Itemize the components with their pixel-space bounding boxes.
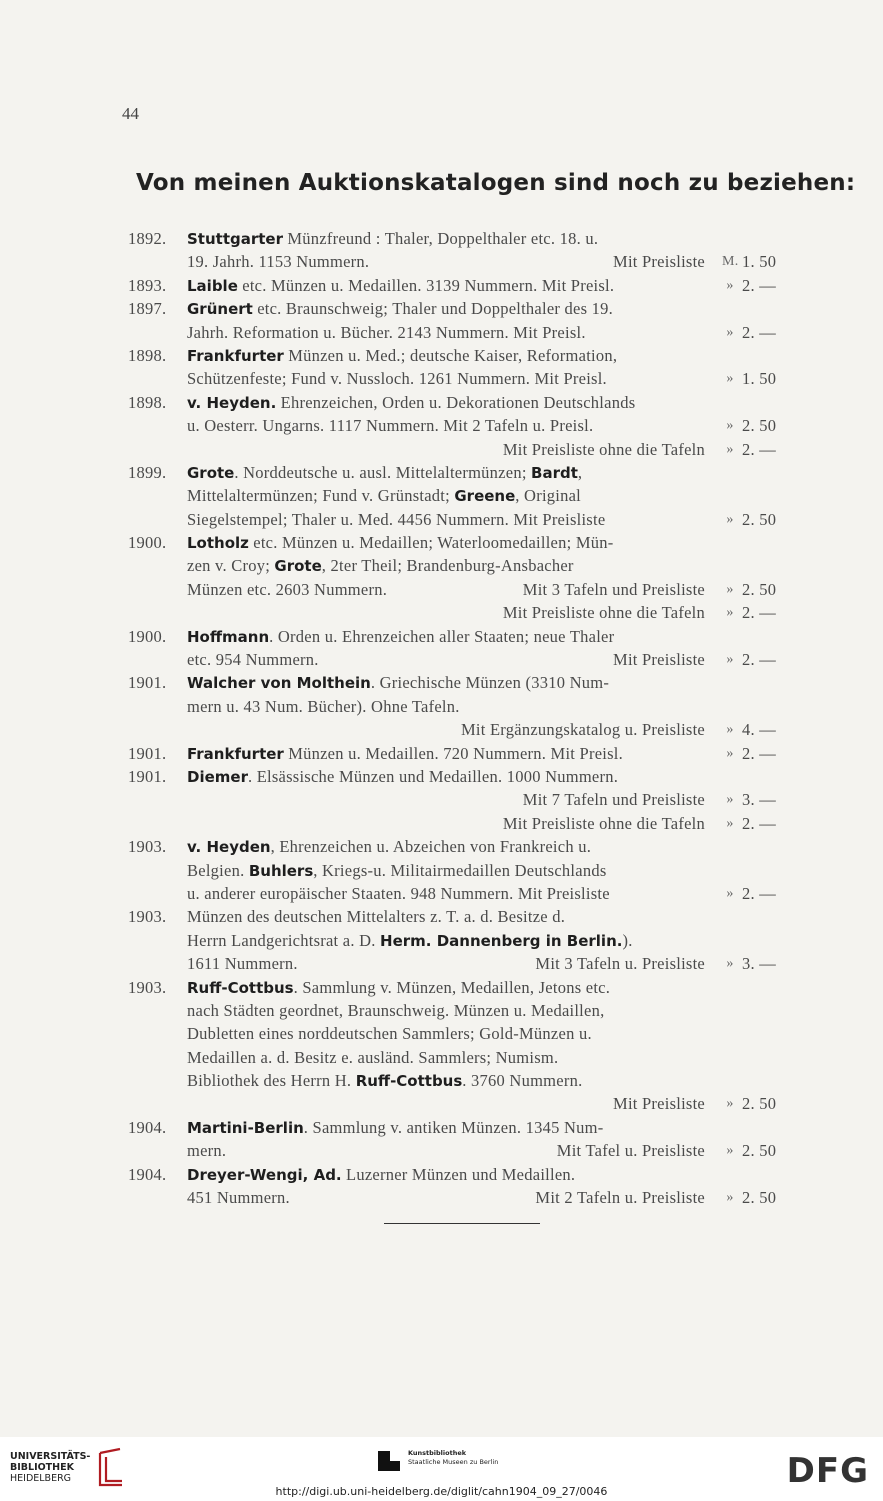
ub-line-3: HEIDELBERG [10, 1473, 72, 1484]
entry-text-segment: Mittelaltermünzen; Fund v. Grünstadt; [187, 486, 455, 506]
price-currency-mark: » [726, 371, 734, 387]
entry-text [187, 508, 705, 531]
entry-text [187, 648, 705, 671]
page-number: 44 [122, 104, 139, 123]
price-currency-mark: M. [722, 254, 739, 270]
entry-price: 2. — [742, 603, 776, 623]
entry-text-segment: etc. 954 Nummern. [187, 650, 319, 670]
catalog-line [128, 835, 828, 858]
entry-text-segment: Bibliothek des Herrn H. [187, 1071, 356, 1091]
entry-price: 2. 50 [742, 579, 777, 599]
price-currency-mark: » [726, 277, 734, 293]
entry-text-segment: . Sammlung v. Münzen, Medaillen, Jetons etc. [293, 977, 611, 997]
entry-text [187, 1069, 705, 1093]
catalog-line [128, 648, 828, 671]
entry-edition-note: Mit Preisliste [613, 650, 705, 670]
entry-text-segment: u. Oesterr. Ungarns. 1117 Nummern. Mit 2 Tafeln u. Preisl. [187, 416, 594, 436]
entry-name: Frankfurter [187, 744, 284, 763]
entry-year: 1898. [128, 392, 167, 412]
entry-text [187, 227, 705, 251]
entry-text-segment: , Ehrenzeichen u. Abzeichen von Frankreich u. [270, 837, 592, 857]
entry-text [187, 321, 705, 344]
entry-year: 1892. [128, 229, 167, 248]
entry-text-segment: etc. Braunschweig; Thaler und Doppelthaler des 19. [252, 299, 614, 319]
price-currency-mark: » [726, 815, 734, 831]
catalog-line [128, 250, 828, 273]
entry-text-segment: Schützenfeste; Fund v. Nussloch. 1261 Nummern. Mit Preisl. [187, 369, 607, 389]
entry-text [187, 1022, 705, 1045]
catalog-line [128, 1186, 828, 1209]
entry-name: Ruff-Cottbus [187, 978, 294, 997]
entry-text-segment: Münzen u. Medaillen. 720 Nummern. Mit Preisl. [283, 743, 623, 763]
entry-text [187, 859, 705, 883]
catalog-line [128, 391, 828, 414]
entry-price: 2. — [742, 650, 776, 670]
entry-text [187, 952, 705, 975]
catalog-line [128, 438, 828, 461]
catalog-line [128, 531, 828, 554]
entry-edition-note: Mit 3 Tafeln und Preisliste [522, 579, 705, 599]
entry-name: Frankfurter [187, 346, 284, 365]
entry-text-segment: Siegelstempel; Thaler u. Med. 4456 Nummern. Mit Preisliste [187, 509, 606, 529]
price-currency-mark: » [726, 792, 734, 808]
catalog-line [128, 1069, 828, 1092]
catalog-line [128, 788, 828, 811]
entry-text [187, 976, 705, 1000]
catalog-line [128, 274, 828, 297]
catalog-line [128, 882, 828, 905]
entry-year: 1903. [128, 907, 167, 927]
entry-text-segment: . Norddeutsche u. ausl. Mittelaltermünzen; [234, 462, 532, 482]
entry-name: Buhlers [248, 861, 314, 880]
entry-text [187, 882, 705, 905]
catalog-line [128, 1022, 828, 1045]
entry-year: 1903. [128, 977, 167, 997]
price-currency-mark: » [726, 745, 734, 761]
entry-text [187, 999, 705, 1022]
entry-text-segment: . Griechische Münzen (3310 Num- [370, 673, 610, 693]
catalog-line [128, 508, 828, 531]
entry-text-segment: , Original [515, 486, 582, 506]
entry-name: Grünert [187, 300, 253, 319]
entry-text-segment: Münzfreund : Thaler, Doppelthaler etc. 18. u. [283, 229, 599, 248]
entry-edition-note: Mit Ergänzungskatalog u. Preisliste [461, 720, 705, 740]
entry-price: 2. 50 [742, 1094, 777, 1114]
entry-name: Martini-Berlin [187, 1118, 304, 1137]
catalog-line [128, 1116, 828, 1139]
entry-year: 1899. [128, 462, 167, 482]
price-currency-mark: » [726, 1096, 734, 1112]
entry-name: Dreyer-Wengi, Ad. [187, 1165, 342, 1184]
entry-text [187, 250, 705, 273]
entry-name: Hoffmann [187, 627, 270, 646]
price-currency-mark: » [726, 324, 734, 340]
entry-text-segment: Jahrh. Reformation u. Bücher. 2143 Nummern. Mit Preisl. [187, 322, 586, 342]
kunstbibliothek-icon [376, 1447, 402, 1473]
entry-text-segment: Dubletten eines norddeutschen Sammlers; Gold-Münzen u. [187, 1024, 592, 1044]
catalog-line [128, 297, 828, 320]
price-currency-mark: » [726, 1190, 734, 1206]
catalog-line [128, 859, 828, 882]
price-currency-mark: » [726, 722, 734, 738]
kb-logo-text [408, 1449, 498, 1467]
entry-text-segment: zen v. Croy; [187, 556, 275, 576]
entry-price: 4. — [742, 720, 776, 740]
price-currency-mark: » [726, 652, 734, 668]
price-currency-mark: » [726, 441, 734, 457]
entry-text [187, 461, 705, 485]
entry-edition-note: Mit Preisliste [613, 252, 705, 272]
entry-text [187, 695, 705, 718]
entry-text [187, 391, 705, 415]
catalog-line [128, 695, 828, 718]
entry-text [187, 344, 705, 368]
kb-line-2: Staatliche Museen zu Berlin [408, 1458, 499, 1466]
closing-rule [384, 1223, 540, 1224]
entry-text [187, 671, 705, 695]
catalog-line [128, 554, 828, 577]
price-currency-mark: » [726, 511, 734, 527]
entry-edition-note: Mit 3 Tafeln u. Preisliste [535, 954, 705, 974]
entry-price: 1. 50 [742, 369, 777, 389]
entry-text-segment: mern. [187, 1141, 227, 1161]
entry-text [187, 484, 705, 508]
catalog-line [128, 976, 828, 999]
entry-price: 1. 50 [742, 252, 777, 272]
catalog-line [128, 929, 828, 952]
entry-name: v. Heyden [187, 838, 271, 857]
catalog-line [128, 344, 828, 367]
entry-text [187, 601, 705, 624]
entry-text [187, 835, 705, 859]
entry-text [187, 929, 705, 953]
ub-line-2: BIBLIOTHEK [10, 1462, 74, 1473]
entry-price: 2. — [742, 883, 776, 903]
catalog-line [128, 718, 828, 741]
price-currency-mark: » [726, 418, 734, 434]
entry-text-segment: etc. Münzen u. Medaillen; Waterloomedaillen; Mün- [248, 533, 614, 553]
entry-text-segment: Ehrenzeichen, Orden u. Dekorationen Deutschlands [276, 392, 636, 412]
entry-text [187, 531, 705, 555]
entry-text-segment: , 2ter Theil; Brandenburg-Ansbacher [321, 556, 574, 576]
entry-text-segment: Münzen des deutschen Mittelalters z. T. a. d. Besitze d. [187, 907, 566, 927]
entry-name: Walcher von Molthein [187, 674, 371, 693]
entry-name: Ruff-Cottbus [355, 1072, 463, 1091]
entry-year: 1897. [128, 299, 167, 319]
entry-edition-note: Mit Preisliste ohne die Tafeln [502, 439, 705, 459]
ub-line-1: UNIVERSITÄTS- [10, 1451, 91, 1462]
entry-text [187, 765, 705, 789]
entry-year: 1898. [128, 345, 167, 365]
entry-name: Grote [187, 463, 235, 482]
entry-text-segment: mern u. 43 Num. Bücher). Ohne Tafeln. [187, 696, 460, 716]
entry-price: 2. 50 [742, 1188, 777, 1208]
entry-text [187, 414, 705, 437]
entry-text [187, 554, 705, 578]
entry-price: 2. — [742, 275, 776, 295]
catalog-line [128, 742, 828, 765]
entry-text [187, 578, 705, 601]
entry-text-segment: Münzen etc. 2603 Nummern. [187, 579, 388, 599]
ub-logo-text [10, 1451, 94, 1484]
entry-name: Stuttgarter [187, 230, 283, 248]
entry-text-segment: . 3760 Nummern. [462, 1071, 583, 1091]
page-heading: Von meinen Auktionskatalogen sind noch zu beziehen: [136, 170, 856, 196]
entry-name: Diemer [187, 767, 248, 786]
entry-text [187, 812, 705, 835]
entry-text-segment: 19. Jahrh. 1153 Nummern. [187, 252, 370, 272]
entry-text-segment: etc. Münzen u. Medaillen. 3139 Nummern. Mit Preisl. [237, 275, 615, 295]
entry-year: 1904. [128, 1164, 167, 1184]
price-currency-mark: » [726, 581, 734, 597]
entry-text-segment: Belgien. [187, 860, 249, 880]
entry-text [187, 438, 705, 461]
catalog-line [128, 601, 828, 624]
entry-text [187, 1186, 705, 1209]
entry-name: Lotholz [187, 534, 249, 553]
entry-name: Laible [187, 276, 238, 295]
entry-edition-note: Mit 2 Tafeln u. Preisliste [535, 1188, 705, 1208]
entry-text [187, 274, 705, 298]
catalog-line [128, 905, 828, 928]
catalog-line [128, 578, 828, 601]
kb-line-1: Kunstbibliothek [408, 1449, 467, 1457]
entry-edition-note: Mit Preisliste ohne die Tafeln [502, 813, 705, 833]
entry-price: 2. — [742, 743, 776, 763]
catalog-line [128, 484, 828, 507]
entry-text-segment: nach Städten geordnet, Braunschweig. Münzen u. Medaillen, [187, 1000, 605, 1020]
entry-price: 2. — [742, 813, 776, 833]
footer-bar [0, 1437, 883, 1501]
catalog-line [128, 1046, 828, 1069]
entry-year: 1900. [128, 533, 167, 553]
entry-price: 2. — [742, 439, 776, 459]
catalog-line [128, 321, 828, 344]
entry-name: v. Heyden. [187, 393, 277, 412]
entry-text-segment: 1611 Nummern. [187, 954, 298, 974]
entry-name: Bardt [531, 463, 578, 482]
permalink-url[interactable]: http://digi.ub.uni-heidelberg.de/diglit/cahn1904_09_27/0046 [275, 1485, 608, 1498]
entry-text [187, 297, 705, 321]
entry-price: 2. 50 [742, 1141, 777, 1161]
catalog-line [128, 227, 828, 250]
entry-text-segment: u. anderer europäischer Staaten. 948 Nummern. Mit Preisliste [187, 883, 610, 903]
entry-text-segment: , [577, 462, 583, 482]
entry-text-segment: ). [622, 930, 633, 950]
entry-text [187, 742, 705, 766]
entry-price: 3. — [742, 954, 776, 974]
entry-text [187, 367, 705, 390]
catalog-line [128, 1163, 828, 1186]
price-currency-mark: » [726, 885, 734, 901]
entry-text-segment: Luzerner Münzen und Medaillen. [341, 1164, 576, 1184]
entry-text [187, 1092, 705, 1115]
catalog-line [128, 952, 828, 975]
entry-text-segment: , Kriegs-u. Militairmedaillen Deutschlands [313, 860, 607, 880]
entry-edition-note: Mit Tafel u. Preisliste [556, 1141, 705, 1161]
entry-year: 1893. [128, 275, 167, 295]
catalog-line [128, 765, 828, 788]
entry-year: 1904. [128, 1117, 167, 1137]
entry-name: Greene [454, 487, 516, 506]
entry-year: 1901. [128, 673, 167, 693]
entry-text-segment: 451 Nummern. [187, 1188, 290, 1208]
entry-text [187, 1046, 705, 1069]
dfg-logo[interactable]: DFG [786, 1451, 869, 1491]
price-currency-mark: » [726, 1143, 734, 1159]
catalog-line [128, 1092, 828, 1115]
entry-name: Grote [274, 557, 322, 576]
entry-edition-note: Mit Preisliste [613, 1094, 705, 1114]
entry-text [187, 1116, 705, 1140]
entry-text-segment: . Orden u. Ehrenzeichen aller Staaten; neue Thaler [269, 626, 615, 646]
price-currency-mark: » [726, 605, 734, 621]
entry-text [187, 625, 705, 649]
entry-edition-note: Mit Preisliste ohne die Tafeln [502, 603, 705, 623]
entry-year: 1900. [128, 626, 167, 646]
catalog-line [128, 812, 828, 835]
catalog-line [128, 671, 828, 694]
entry-year: 1903. [128, 837, 167, 857]
entry-text-segment: Herrn Landgerichtsrat a. D. [187, 930, 381, 950]
ub-mark-icon [92, 1447, 132, 1489]
entry-year: 1901. [128, 766, 167, 786]
entry-text-segment: Medaillen a. d. Besitz e. ausländ. Sammlers; Numism. [187, 1047, 559, 1067]
entry-price: 3. — [742, 790, 776, 810]
entry-text-segment: . Sammlung v. antiken Münzen. 1345 Num- [303, 1117, 604, 1137]
entry-name: Herm. Dannenberg in Berlin. [380, 931, 623, 950]
entry-price: 2. 50 [742, 509, 777, 529]
catalog-line [128, 1139, 828, 1162]
entry-text [187, 718, 705, 741]
catalog-line [128, 367, 828, 390]
catalog-line [128, 999, 828, 1022]
entry-edition-note: Mit 7 Tafeln und Preisliste [522, 790, 705, 810]
entry-price: 2. — [742, 322, 776, 342]
catalog-line [128, 414, 828, 437]
entry-year: 1901. [128, 743, 167, 763]
entry-price: 2. 50 [742, 416, 777, 436]
entry-text [187, 1163, 705, 1187]
entry-text-segment: . Elsässische Münzen und Medaillen. 1000 Nummern. [247, 766, 619, 786]
kunstbibliothek-logo[interactable] [376, 1447, 526, 1477]
entry-text [187, 788, 705, 811]
entry-text [187, 905, 705, 928]
catalog-line [128, 625, 828, 648]
catalog-line [128, 461, 828, 484]
catalog-list [128, 227, 828, 1209]
price-currency-mark: » [726, 956, 734, 972]
entry-text-segment: Münzen u. Med.; deutsche Kaiser, Reformation, [283, 345, 618, 365]
entry-text [187, 1139, 705, 1162]
